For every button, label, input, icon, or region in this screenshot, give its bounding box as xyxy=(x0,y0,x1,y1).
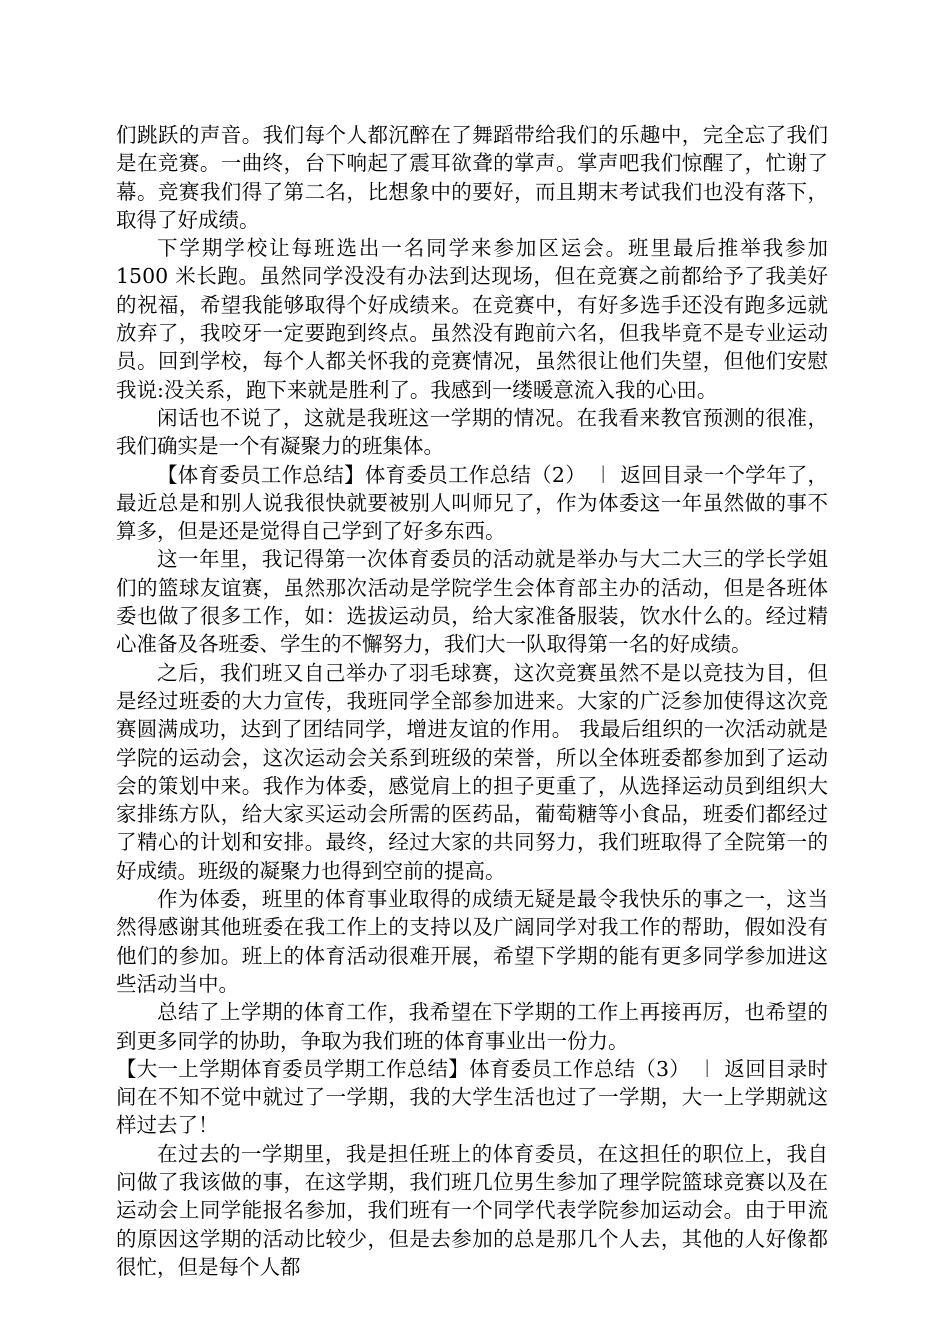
paragraph-2: 下学期学校让每班选出一名同学来参加区运会。班里最后推举我参加 1500 米长跑。虽然同学没没有办法到达现场，但在竞赛之前都给予了我美好的祝福，希望我能够取得个好成绩来。在竞赛中，有好多选手还没有跑多远就放弃了，我咬牙一定要跑到终点。虽然没有跑前六名，但我毕竟不是专业运动员。回到学校，每个人都关怀我的竞赛情况，虽然很让他们失望，但他们安慰我说:没关系，跑下来就是胜利了。我感到一缕暖意流入我的心田。 xyxy=(116,236,828,402)
paragraph-9: 【大一上学期体育委员学期工作总结】体育委员工作总结（3） ︱ 返回目录时间在不知不觉中就过了一学期，我的大学生活也过了一学期，大一上学期就这样过去了！ xyxy=(116,1056,828,1138)
paragraph-10: 在过去的一学期里，我是担任班上的体育委员，在这担任的职位上，我自问做了我该做的事，在这学期，我们班几位男生参加了理学院篮球竞赛以及在运动会上同学能报名参加，我们班有一个同学代表学院参加运动会。由于甲流的原因这学期的活动比较少，但是去参加的总是那几个人去，其他的人好像都很忙，但是每个人都 xyxy=(116,1141,828,1279)
paragraph-6: 之后，我们班又自己举办了羽毛球赛，这次竞赛虽然不是以竞技为目，但是经过班委的大力宣传，我班同学全部参加进来。大家的广泛参加使得这次竞赛圆满成功，达到了团结同学，增进友谊的作用。 我最后组织的一次活动就是学院的运动会，这次运动会关系到班级的荣誉，所以全体班委都参加到了运动会的策划中来。我作为体委，感觉肩上的担子更重了，从选择运动员到组织大家排练方队，给大家买运动会所需的医药品，葡萄糖等小食品，班委们都经过了精心的计划和安排。最终，经过大家的共同努力，我们班取得了全院第一的好成绩。班级的凝聚力也得到空前的提高。 xyxy=(116,660,828,883)
paragraph-7: 作为体委，班里的体育事业取得的成绩无疑是最令我快乐的事之一，这当然得感谢其他班委在我工作上的支持以及广阔同学对我工作的帮助，假如没有他们的参加。班上的体育活动很难开展，希望下学期的能有更多同学参加进这些活动当中。 xyxy=(116,887,828,996)
document-body xyxy=(116,121,828,1281)
paragraph-3: 闲话也不说了，这就是我班这一学期的情况。在我看来教官预测的很准，我们确实是一个有凝聚力的班集体。 xyxy=(116,405,828,459)
paragraph-4: 【体育委员工作总结】体育委员工作总结（2） ︱ 返回目录一个学年了，最近总是和别人说我很快就要被别人叫师兄了，作为体委这一年虽然做的事不算多，但是还是觉得自己学到了好多东西。 xyxy=(116,462,828,544)
paragraph-1: 们跳跃的声音。我们每个人都沉醉在了舞蹈带给我们的乐趣中，完全忘了我们是在竞赛。一曲终，台下响起了震耳欲聋的掌声。掌声吧我们惊醒了，忙谢了幕。竞赛我们得了第二名，比想象中的要好，而且期末考试我们也没有落下，取得了好成绩。 xyxy=(116,123,828,232)
paragraph-8: 总结了上学期的体育工作，我希望在下学期的工作上再接再厉，也希望的到更多同学的协助，争取为我们班的体育事业出一份力。 xyxy=(116,1000,828,1053)
paragraph-5: 这一年里，我记得第一次体育委员的活动就是举办与大二大三的学长学姐们的篮球友谊赛，虽然那次活动是学院学生会体育部主办的活动，但是各班体委也做了很多工作，如：选拔运动员，给大家准备服装，饮水什么的。经过精心准备及各班委、学生的不懈努力，我们大一队取得第一名的好成绩。 xyxy=(116,547,828,657)
